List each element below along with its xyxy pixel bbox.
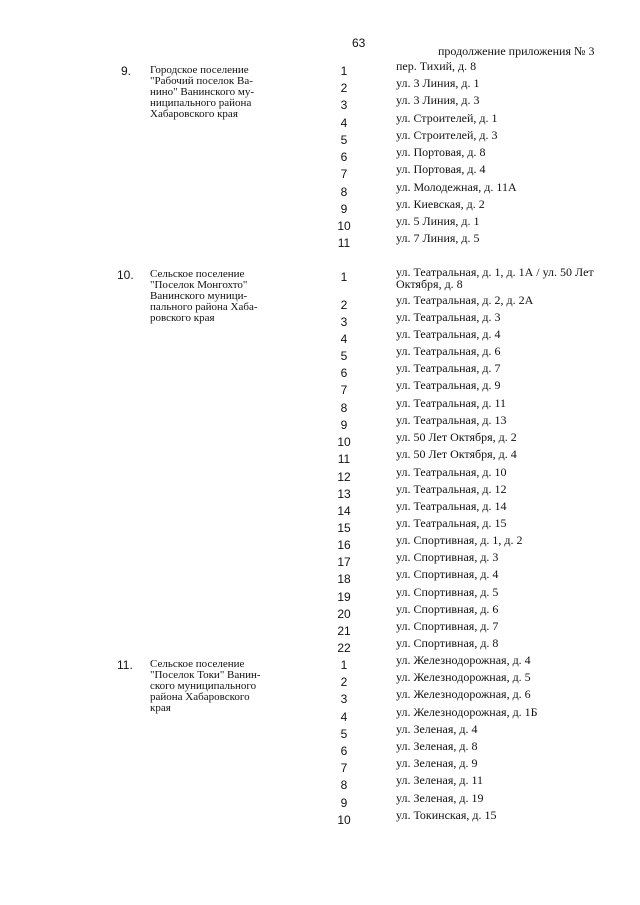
address-cell: ул. 50 Лет Октября, д. 2 xyxy=(396,430,517,444)
continuation-header: продолжение приложения № 3 xyxy=(438,44,595,58)
settlement-name-line: Хабаровского края xyxy=(150,108,238,120)
address-cell: ул. Зеленая, д. 9 xyxy=(396,756,478,770)
address-cell: пер. Тихий, д. 8 xyxy=(396,59,477,73)
address-cell: ул. Театральная, д. 2, д. 2А xyxy=(396,293,534,307)
settlement-name-line: Ванинского муници- xyxy=(150,290,248,302)
row-number: 5 xyxy=(340,133,348,147)
settlement-name xyxy=(150,659,285,714)
block-number: 10. xyxy=(117,268,134,282)
address-cell: ул. 5 Линия, д. 1 xyxy=(396,214,480,228)
row-number: 16 xyxy=(337,538,351,552)
address-cell: ул. Театральная, д. 11 xyxy=(396,396,507,410)
row-number: 1 xyxy=(340,658,348,672)
row-number: 7 xyxy=(340,383,348,397)
address-cell: ул. Театральная, д. 7 xyxy=(396,361,501,375)
address-cell: ул. Портовая, д. 4 xyxy=(396,162,486,176)
row-number: 5 xyxy=(340,727,348,741)
settlement-name-line: Городское поселение xyxy=(150,64,249,76)
row-number: 15 xyxy=(337,521,351,535)
address-cell: ул. Спортивная, д. 1, д. 2 xyxy=(396,533,523,547)
row-number: 19 xyxy=(337,590,351,604)
address-cell: ул. Театральная, д. 9 xyxy=(396,378,501,392)
block-number: 11. xyxy=(117,658,133,672)
row-number: 12 xyxy=(337,470,351,484)
address-cell: ул. Зеленая, д. 19 xyxy=(396,791,484,805)
row-number: 6 xyxy=(340,744,348,758)
address-cell: ул. Театральная, д. 3 xyxy=(396,310,501,324)
row-number: 5 xyxy=(340,349,348,363)
address-cell: ул. Спортивная, д. 5 xyxy=(396,585,499,599)
row-number: 11 xyxy=(337,452,351,466)
settlement-name-line: нино" Ванинского му- xyxy=(150,86,255,98)
row-number: 8 xyxy=(340,401,348,415)
address-cell: ул. Театральная, д. 1, д. 1А / ул. 50 Лет Октября, д. 8 xyxy=(396,265,594,291)
row-number: 9 xyxy=(340,202,348,216)
row-number: 3 xyxy=(340,692,348,706)
address-cell: ул. Спортивная, д. 8 xyxy=(396,636,499,650)
row-number: 21 xyxy=(337,624,351,638)
row-number: 13 xyxy=(337,487,351,501)
address-cell: ул. 7 Линия, д. 5 xyxy=(396,231,480,245)
address-cell: ул. Киевская, д. 2 xyxy=(396,197,485,211)
address-cell: ул. Зеленая, д. 8 xyxy=(396,739,478,753)
address-cell: ул. Спортивная, д. 7 xyxy=(396,619,499,633)
row-number: 1 xyxy=(340,64,348,78)
settlement-name-line: Сельское поселение xyxy=(150,268,245,280)
address-cell: ул. Театральная, д. 10 xyxy=(396,465,507,479)
address-cell: ул. Театральная, д. 6 xyxy=(396,344,501,358)
settlement-name-line: пального района Хаба- xyxy=(150,301,258,313)
page-number: 63 xyxy=(352,36,366,50)
settlement-name-line: "Рабочий поселок Ва- xyxy=(150,75,253,87)
row-number: 4 xyxy=(340,332,348,346)
row-number: 9 xyxy=(340,796,348,810)
address-cell: ул. Строителей, д. 3 xyxy=(396,128,498,142)
row-number: 7 xyxy=(340,167,348,181)
row-number: 2 xyxy=(340,81,348,95)
address-cell: ул. Железнодорожная, д. 6 xyxy=(396,687,531,701)
address-cell: ул. Железнодорожная, д. 1Б xyxy=(396,705,538,719)
settlement-name-line: ровского края xyxy=(150,312,215,324)
settlement-name xyxy=(150,65,285,120)
settlement-name xyxy=(150,269,285,324)
row-number: 4 xyxy=(340,710,348,724)
row-number: 10 xyxy=(337,813,351,827)
address-cell: ул. Театральная, д. 14 xyxy=(396,499,507,513)
address-cell: ул. Портовая, д. 8 xyxy=(396,145,486,159)
block-number: 9. xyxy=(121,64,132,78)
row-number: 22 xyxy=(337,641,351,655)
row-number: 6 xyxy=(340,366,348,380)
row-number: 2 xyxy=(340,675,348,689)
address-cell: ул. Железнодорожная, д. 5 xyxy=(396,670,531,684)
row-number: 8 xyxy=(340,185,348,199)
row-number: 14 xyxy=(337,504,351,518)
row-number: 18 xyxy=(337,572,351,586)
row-number: 11 xyxy=(337,236,351,250)
settlement-name-line: ского муниципального xyxy=(150,680,257,692)
row-number: 10 xyxy=(337,435,351,449)
row-number: 1 xyxy=(340,270,348,284)
address-cell: ул. Театральная, д. 15 xyxy=(396,516,507,530)
settlement-name-line: Сельское поселение xyxy=(150,658,245,670)
row-number: 6 xyxy=(340,150,348,164)
address-cell: ул. Зеленая, д. 11 xyxy=(396,773,484,787)
address-cell: ул. Театральная, д. 12 xyxy=(396,482,507,496)
address-cell: ул. Зеленая, д. 4 xyxy=(396,722,478,736)
row-number: 4 xyxy=(340,116,348,130)
row-number: 7 xyxy=(340,761,348,775)
row-number: 17 xyxy=(337,555,351,569)
address-cell: ул. 50 Лет Октября, д. 4 xyxy=(396,447,517,461)
row-number: 8 xyxy=(340,778,348,792)
row-number: 10 xyxy=(337,219,351,233)
address-cell: ул. Строителей, д. 1 xyxy=(396,111,498,125)
row-number: 20 xyxy=(337,607,351,621)
address-cell: ул. Спортивная, д. 6 xyxy=(396,602,499,616)
address-cell: ул. 3 Линия, д. 1 xyxy=(396,76,480,90)
address-cell: ул. Спортивная, д. 3 xyxy=(396,550,499,564)
address-cell: ул. Токинская, д. 15 xyxy=(396,808,497,822)
address-cell: ул. Молодежная, д. 11А xyxy=(396,180,517,194)
row-number: 9 xyxy=(340,418,348,432)
settlement-name-line: района Хабаровского xyxy=(150,691,250,703)
row-number: 2 xyxy=(340,298,348,312)
settlement-name-line: "Поселок Монгохто" xyxy=(150,279,248,291)
settlement-name-line: ниципального района xyxy=(150,97,252,109)
address-cell: ул. 3 Линия, д. 3 xyxy=(396,93,480,107)
address-cell: ул. Театральная, д. 4 xyxy=(396,327,501,341)
settlement-name-line: "Поселок Токи" Ванин- xyxy=(150,669,261,681)
address-cell: ул. Театральная, д. 13 xyxy=(396,413,507,427)
row-number: 3 xyxy=(340,315,348,329)
settlement-name-line: края xyxy=(150,702,171,714)
address-cell: ул. Спортивная, д. 4 xyxy=(396,567,499,581)
address-cell: ул. Железнодорожная, д. 4 xyxy=(396,653,531,667)
row-number: 3 xyxy=(340,98,348,112)
